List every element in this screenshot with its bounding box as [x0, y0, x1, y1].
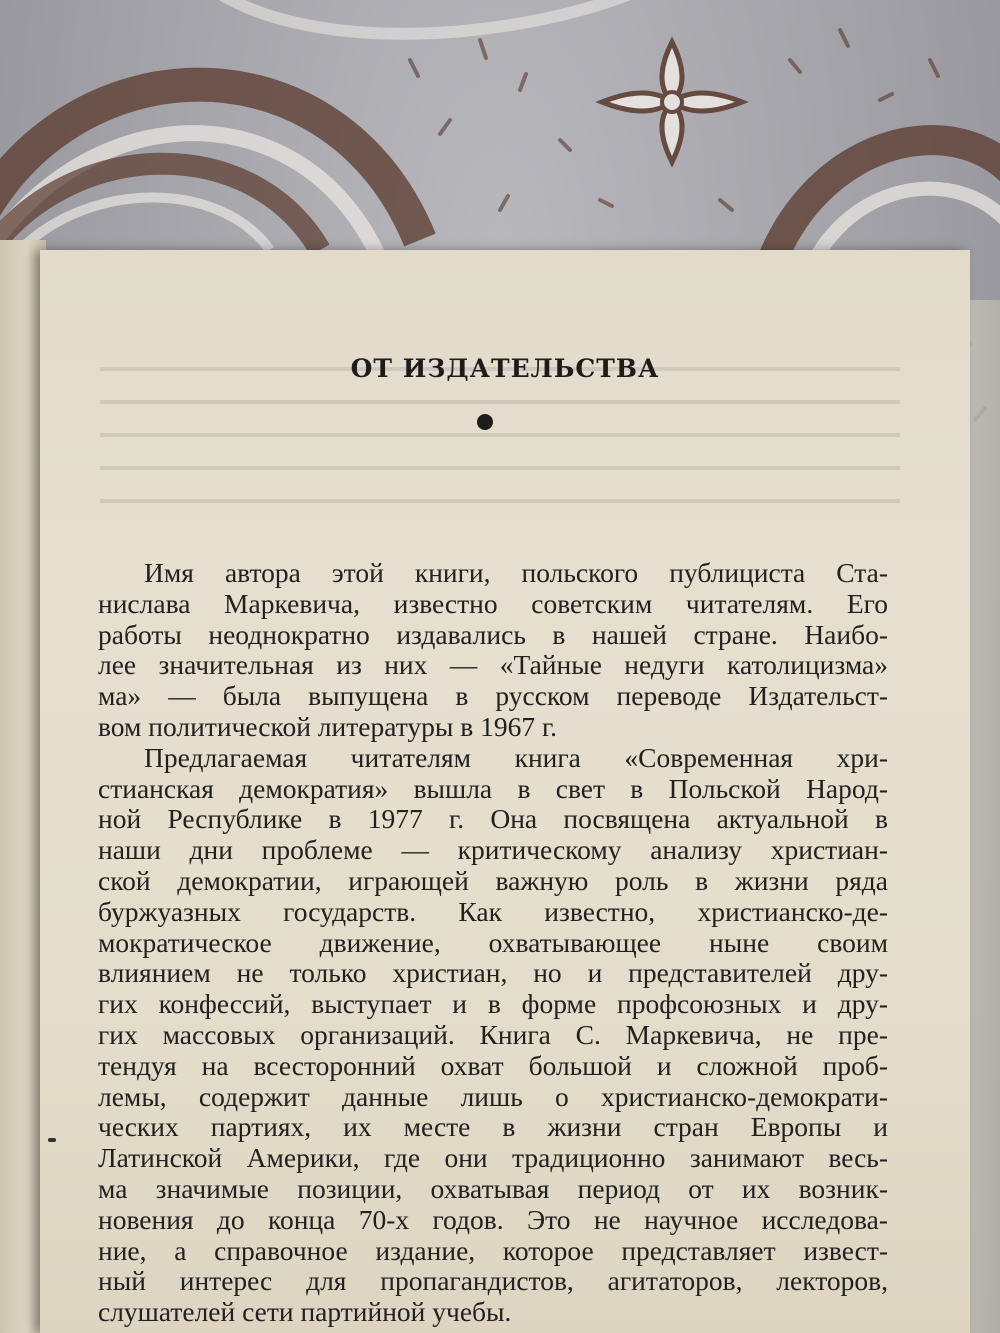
text-line: ческих партиях, их месте в жизни стран Европы и — [98, 1111, 888, 1143]
text-line: Предлагаемая читателям книга «Современная хри- — [144, 741, 888, 773]
text-line: лее значительная из них — «Тайные недуги католицизма» — [98, 649, 888, 681]
text-line: гих массовых организаций. Книга С. Маркевича, не пре- — [98, 1018, 888, 1050]
text-line: ный интерес для пропагандистов, агитаторов, лекторов, — [98, 1265, 888, 1297]
ink-speck — [48, 1138, 56, 1142]
paragraph-1 — [98, 558, 888, 743]
paragraph-2 — [98, 743, 888, 1328]
text-line: мократическое движение, охватывающее ныне своим — [98, 926, 888, 958]
text-line: ние, а справочное издание, которое представляет извест- — [98, 1234, 888, 1266]
text-line: ма значимые позиции, охватывая период от их возник- — [98, 1172, 888, 1204]
text-line: Латинской Америки, где они традиционно занимают весь- — [98, 1142, 888, 1174]
text-line: лемы, содержит данные лишь о христианско-демократи- — [98, 1080, 888, 1112]
text-line: Имя автора этой книги, польского публициста Ста- — [144, 557, 888, 588]
text-line: буржуазных государств. Как известно, христианско-де- — [98, 895, 888, 927]
text-line: стианская демократия» вышла в свет в Польской Народ- — [98, 772, 888, 804]
text-line: нислава Маркевича, известно советским читателям. Его — [98, 587, 888, 619]
ornament-dot — [477, 414, 493, 430]
book-page — [40, 250, 970, 1333]
text-line: ма» — была выпущена в русском переводе Издательст- — [98, 680, 888, 712]
text-line: ской демократии, играющей важную роль в жизни ряда — [98, 864, 888, 896]
text-line: тендуя на всесторонний охват большой и сложной проб- — [98, 1049, 888, 1081]
text-line: слушателей сети партийной учебы. — [98, 1296, 512, 1328]
text-line: ной Республике в 1977 г. Она посвящена актуальной в — [98, 803, 888, 835]
text-line: новения до конца 70-х годов. Это не научное исследова- — [98, 1203, 888, 1235]
text-line: вом политической литературы в 1967 г. — [98, 710, 558, 742]
page-heading: ОТ ИЗДАТЕЛЬСТВА — [350, 354, 660, 383]
text-line: гих конфессий, выступает и в форме профсоюзных и дру- — [98, 988, 888, 1020]
text-line: наши дни проблеме — критическому анализу христиан- — [98, 834, 888, 866]
text-line: работы неоднократно издавались в нашей стране. Наибо- — [98, 618, 888, 650]
body-text — [98, 558, 888, 1328]
text-line: влиянием не только христиан, но и представителей дру- — [98, 957, 888, 989]
